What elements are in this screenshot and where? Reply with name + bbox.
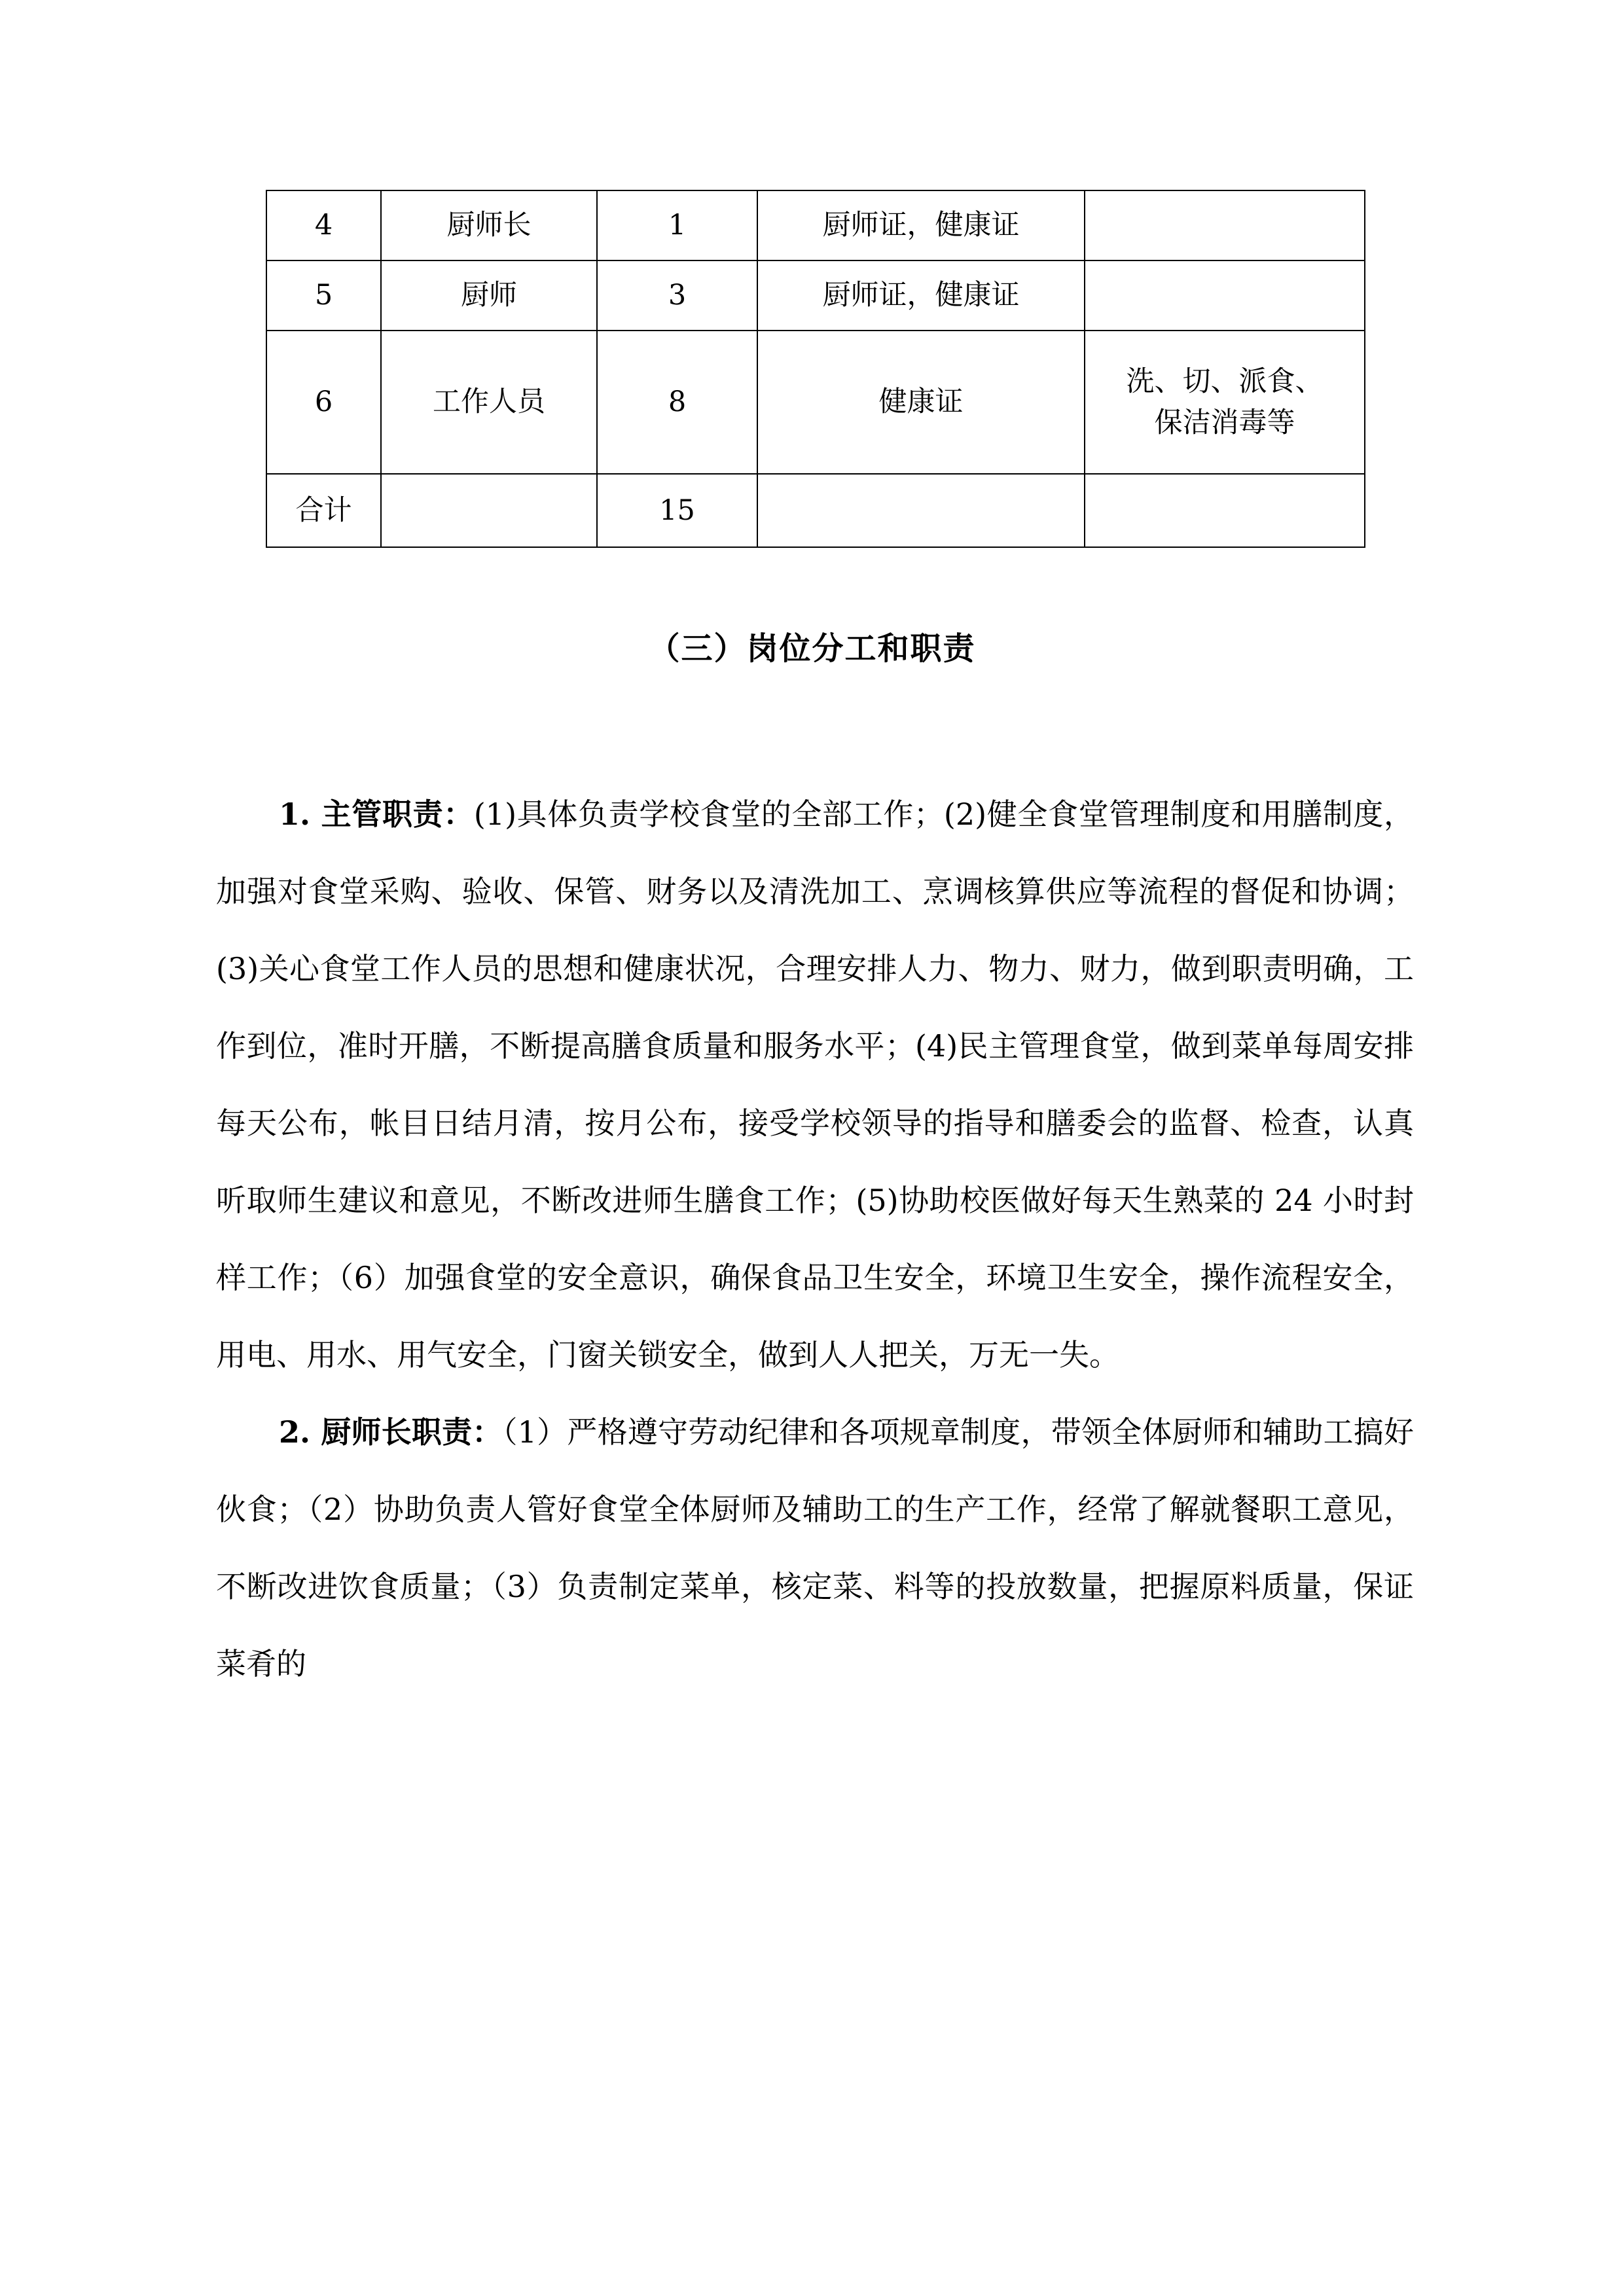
cell-count: 8 bbox=[597, 331, 757, 474]
table-total-row bbox=[266, 474, 1365, 547]
staffing-table bbox=[266, 190, 1365, 548]
cell-total-post bbox=[381, 474, 597, 547]
section-heading: （三）岗位分工和职责 bbox=[648, 630, 976, 667]
cell-total-label: 合计 bbox=[266, 474, 381, 547]
cell-post: 厨师长 bbox=[381, 190, 597, 260]
cell-total-duty bbox=[1085, 474, 1365, 547]
cell-total-count: 15 bbox=[597, 474, 757, 547]
cell-post: 工作人员 bbox=[381, 331, 597, 474]
staffing-table-container bbox=[266, 190, 1364, 548]
cell-duty-line-1: 洗、切、派食、 bbox=[1126, 365, 1324, 399]
cell-cert: 健康证 bbox=[757, 331, 1085, 474]
cell-count: 1 bbox=[597, 190, 757, 260]
paragraph-body-text: (1)具体负责学校食堂的全部工作；(2)健全食堂管理制度和用膳制度，加强对食堂采购、验收、保管、财务以及清洗加工、烹调核算供应等流程的督促和协调；(3)关心食堂工作人员的思想和健康状况，合理安排人力、物力、财力，做到职责明确，工作到位，准时开膳，不断提高膳食质量和服务水平；(4)民主管理食堂，做到菜单每周安排每天公布，帐目日结月清，按月公布，接受学校领导的指导和膳委会的监督、检查，认真听取师生建议和意见，不断改进师生膳食工作；(5)协助校医做好每天生熟菜的 24 小时封样工作；（6）加强食堂的安全意识，确保食品卫生安全，环境卫生安全，操作流程安全，用电、用水、用气安全，门窗关锁安全，做到人人把关，万无一失。 bbox=[216, 797, 1414, 1372]
cell-duty bbox=[1085, 190, 1365, 260]
table-row bbox=[266, 260, 1365, 331]
cell-row-no: 6 bbox=[266, 331, 381, 474]
cell-post: 厨师 bbox=[381, 260, 597, 331]
paragraph-supervisor-duties bbox=[216, 776, 1414, 1393]
cell-cert: 厨师证，健康证 bbox=[757, 260, 1085, 331]
paragraph-lead-label: 2. 厨师长职责： bbox=[279, 1414, 503, 1450]
cell-row-no: 4 bbox=[266, 190, 381, 260]
cell-duty bbox=[1085, 260, 1365, 331]
paragraph-lead-label: 1. 主管职责： bbox=[279, 797, 474, 832]
body-text-block bbox=[216, 776, 1414, 1702]
cell-cert: 厨师证，健康证 bbox=[757, 190, 1085, 260]
paragraph-head-chef-duties bbox=[216, 1393, 1414, 1702]
cell-count: 3 bbox=[597, 260, 757, 331]
cell-duty bbox=[1085, 331, 1365, 474]
cell-duty-line-2: 保洁消毒等 bbox=[1154, 406, 1295, 439]
table-row bbox=[266, 331, 1365, 474]
cell-total-cert bbox=[757, 474, 1085, 547]
table-row bbox=[266, 190, 1365, 260]
paragraph-body-text: （1）严格遵守劳动纪律和各项规章制度，带领全体厨师和辅助工搞好伙食；（2）协助负责人管好食堂全体厨师及辅助工的生产工作，经常了解就餐职工意见，不断改进饮食质量；（3）负责制定菜单，核定菜、料等的投放数量，把握原料质量，保证菜肴的 bbox=[216, 1414, 1414, 1681]
cell-row-no: 5 bbox=[266, 260, 381, 331]
